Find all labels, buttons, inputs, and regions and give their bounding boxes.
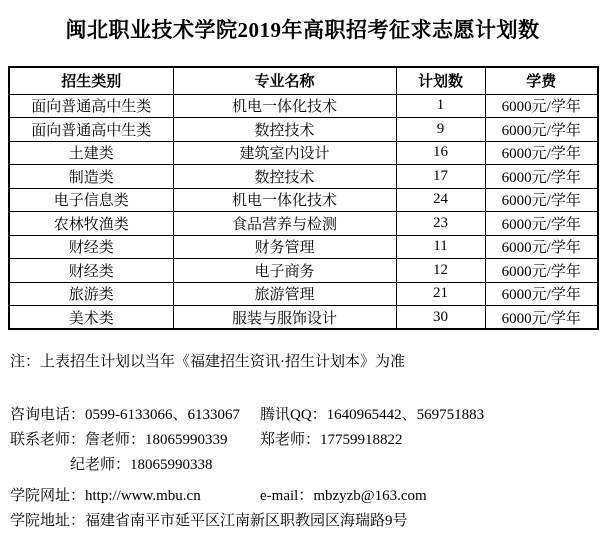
teacher-2-value: 郑老师：17759918822 (260, 432, 403, 448)
teacher-entry-1 (10, 428, 260, 453)
table-cell: 建筑室内设计 (173, 141, 396, 165)
table-row (9, 259, 598, 283)
table-cell: 面向普通高中生类 (9, 118, 173, 142)
table-cell: 旅游管理 (173, 282, 396, 306)
table-cell: 17 (396, 165, 485, 189)
contact-line-web-email (10, 484, 597, 509)
table-cell: 制造类 (9, 165, 173, 189)
phone-label: 咨询电话： (10, 407, 86, 423)
phone-entry (10, 403, 260, 428)
qq-entry (260, 403, 597, 428)
table-cell: 6000元/学年 (485, 188, 598, 212)
table-cell: 财务管理 (173, 235, 396, 259)
table-cell: 面向普通高中生类 (9, 94, 173, 118)
table-cell: 6000元/学年 (485, 165, 598, 189)
table-cell: 23 (396, 212, 485, 236)
admission-plan-table (8, 66, 599, 330)
table-cell: 数控技术 (173, 118, 396, 142)
table-cell: 12 (396, 259, 485, 283)
table-row (9, 188, 598, 212)
table-row (9, 141, 598, 165)
table-cell: 21 (396, 282, 485, 306)
table-cell: 土建类 (9, 141, 173, 165)
qq-value: 1640965442、569751883 (326, 407, 485, 423)
table-row (9, 94, 598, 118)
teacher-3-value: 纪老师：18065990338 (70, 457, 213, 473)
table-cell: 机电一体化技术 (173, 188, 396, 212)
contact-line-teachers (10, 428, 597, 453)
email-label: e-mail： (260, 488, 314, 504)
table-cell: 6000元/学年 (485, 118, 598, 142)
table-cell: 数控技术 (173, 165, 396, 189)
table-cell: 6000元/学年 (485, 259, 598, 283)
table-cell: 6000元/学年 (485, 235, 598, 259)
table-cell: 机电一体化技术 (173, 94, 396, 118)
table-row (9, 306, 598, 330)
table-row (9, 212, 598, 236)
email-entry (260, 484, 597, 509)
table-row (9, 165, 598, 189)
table-cell: 旅游类 (9, 282, 173, 306)
table-cell: 24 (396, 188, 485, 212)
teachers-label: 联系老师： (10, 432, 86, 448)
website-entry (10, 484, 260, 509)
table-cell: 电子商务 (173, 259, 396, 283)
table-row (9, 118, 598, 142)
table-cell: 9 (396, 118, 485, 142)
table-cell: 6000元/学年 (485, 282, 598, 306)
website-value: http://www.mbu.cn (85, 488, 201, 504)
note-text: 注：上表招生计划以当年《福建招生资讯·招生计划本》为准 (10, 354, 405, 370)
contact-line-phone-qq (10, 403, 597, 428)
contact-info (10, 403, 597, 534)
table-cell: 服装与服饰设计 (173, 306, 396, 330)
contact-line-address (10, 509, 597, 534)
header-tuition: 学费 (485, 67, 598, 94)
table-cell: 财经类 (9, 235, 173, 259)
qq-label: 腾讯QQ： (260, 407, 327, 423)
table-cell: 11 (396, 235, 485, 259)
table-cell: 6000元/学年 (485, 94, 598, 118)
table-cell: 6000元/学年 (485, 306, 598, 330)
table-cell: 美术类 (9, 306, 173, 330)
header-plan-count: 计划数 (396, 67, 485, 94)
table-cell: 6000元/学年 (485, 141, 598, 165)
table-row (9, 282, 598, 306)
table-cell: 电子信息类 (9, 188, 173, 212)
table-header-row (9, 67, 598, 94)
address-value: 福建省南平市延平区江南新区职教园区海瑞路9号 (85, 513, 408, 529)
table-body (9, 94, 598, 329)
phone-value: 0599-6133066、6133067 (85, 407, 241, 423)
address-label: 学院地址： (10, 513, 86, 529)
website-label: 学院网址： (10, 488, 86, 504)
page-title: 闽北职业技术学院2019年高职招考征求志愿计划数 (65, 18, 540, 42)
teacher-entry-2 (260, 428, 597, 453)
table-cell: 30 (396, 306, 485, 330)
table-row (9, 235, 598, 259)
table-cell: 1 (396, 94, 485, 118)
table-cell: 6000元/学年 (485, 212, 598, 236)
teacher-1-value: 詹老师：18065990339 (85, 432, 228, 448)
email-value: mbzyzb@163.com (313, 488, 427, 504)
table-cell: 食品营养与检测 (173, 212, 396, 236)
table-cell: 农林牧渔类 (9, 212, 173, 236)
table-cell: 财经类 (9, 259, 173, 283)
header-admission-category: 招生类别 (9, 67, 173, 94)
table-cell: 16 (396, 141, 485, 165)
header-major-name: 专业名称 (173, 67, 396, 94)
contact-line-teacher-3 (10, 453, 597, 478)
